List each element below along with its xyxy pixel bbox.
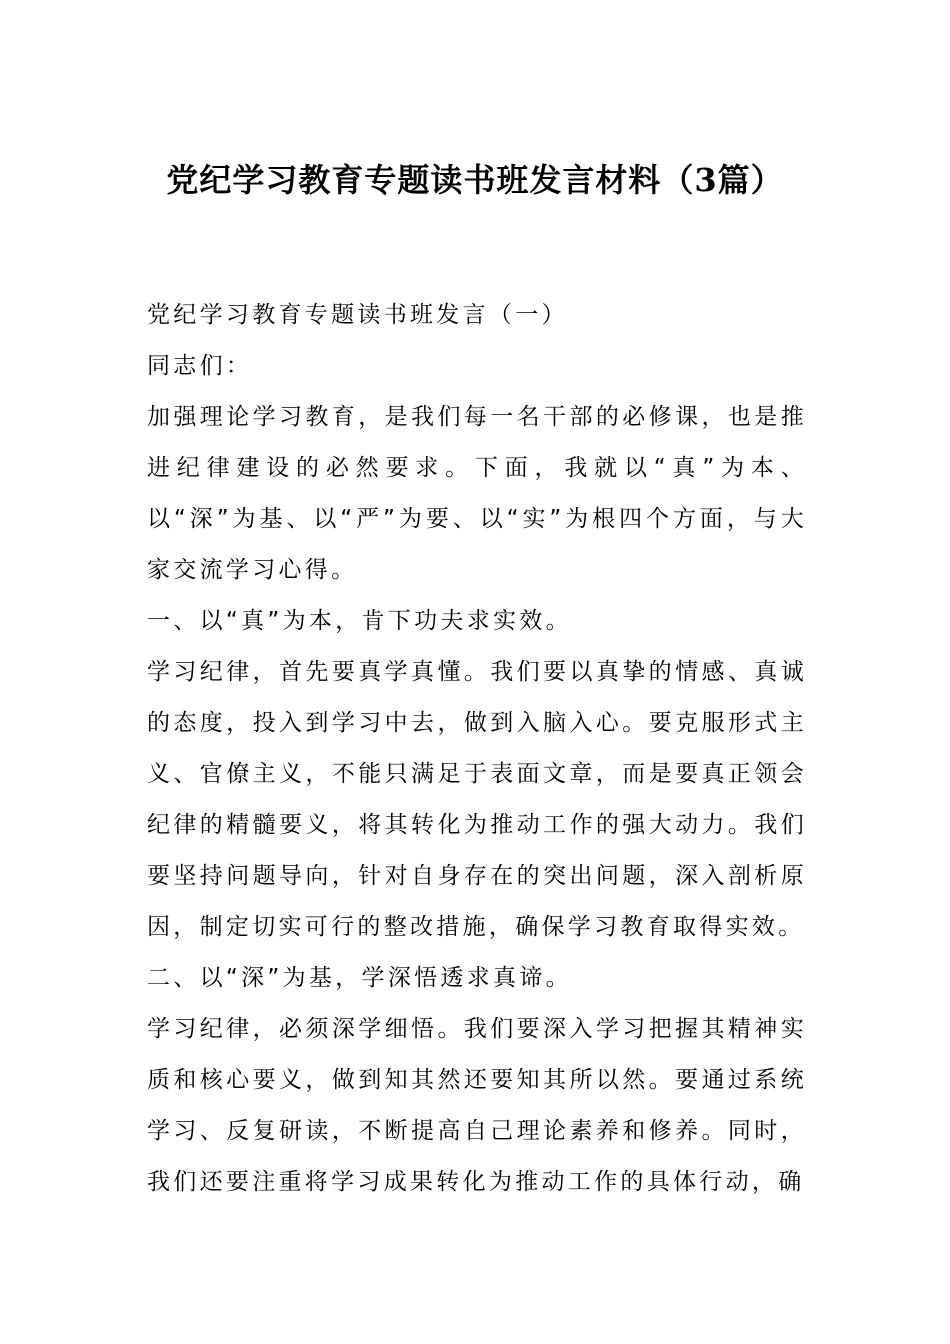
- body-paragraph: 学习纪律，必须深学细悟。我们要深入学习把握其精神实质和核心要义，做到知其然还要知其所以然。要通过系统学习、反复研读，不断提高自己理论素养和修养。同时，我们还要注重将学习成果转化为推动工作的具体行动，确: [147, 1016, 807, 1195]
- document-body: [147, 290, 807, 1208]
- body-paragraph: 学习纪律，首先要真学真懂。我们要以真挚的情感、真诚的态度，投入到学习中去，做到入脑入心。要克服形式主义、官僚主义，不能只满足于表面文章，而是要真正领会纪律的精髓要义，将其转化为推动工作的强大动力。我们要坚持问题导向，针对自身存在的突出问题，深入剖析原因，制定切实可行的整改措施，确保学习教育取得实效。: [147, 659, 807, 940]
- document-title: 党纪学习教育专题读书班发言材料（3篇）: [166, 161, 784, 199]
- section-heading: 党纪学习教育专题读书班发言（一）: [147, 302, 568, 328]
- salutation: 同志们：: [147, 353, 253, 379]
- subheading: 二、以“深”为基，学深悟透求真谛。: [147, 965, 572, 991]
- body-paragraph: 加强理论学习教育，是我们每一名干部的必修课，也是推进纪律建设的必然要求。下面，我就以“真”为本、以“深”为基、以“严”为要、以“实”为根四个方面，与大家交流学习心得。: [147, 404, 807, 583]
- subheading: 一、以“真”为本，肯下功夫求实效。: [147, 608, 572, 634]
